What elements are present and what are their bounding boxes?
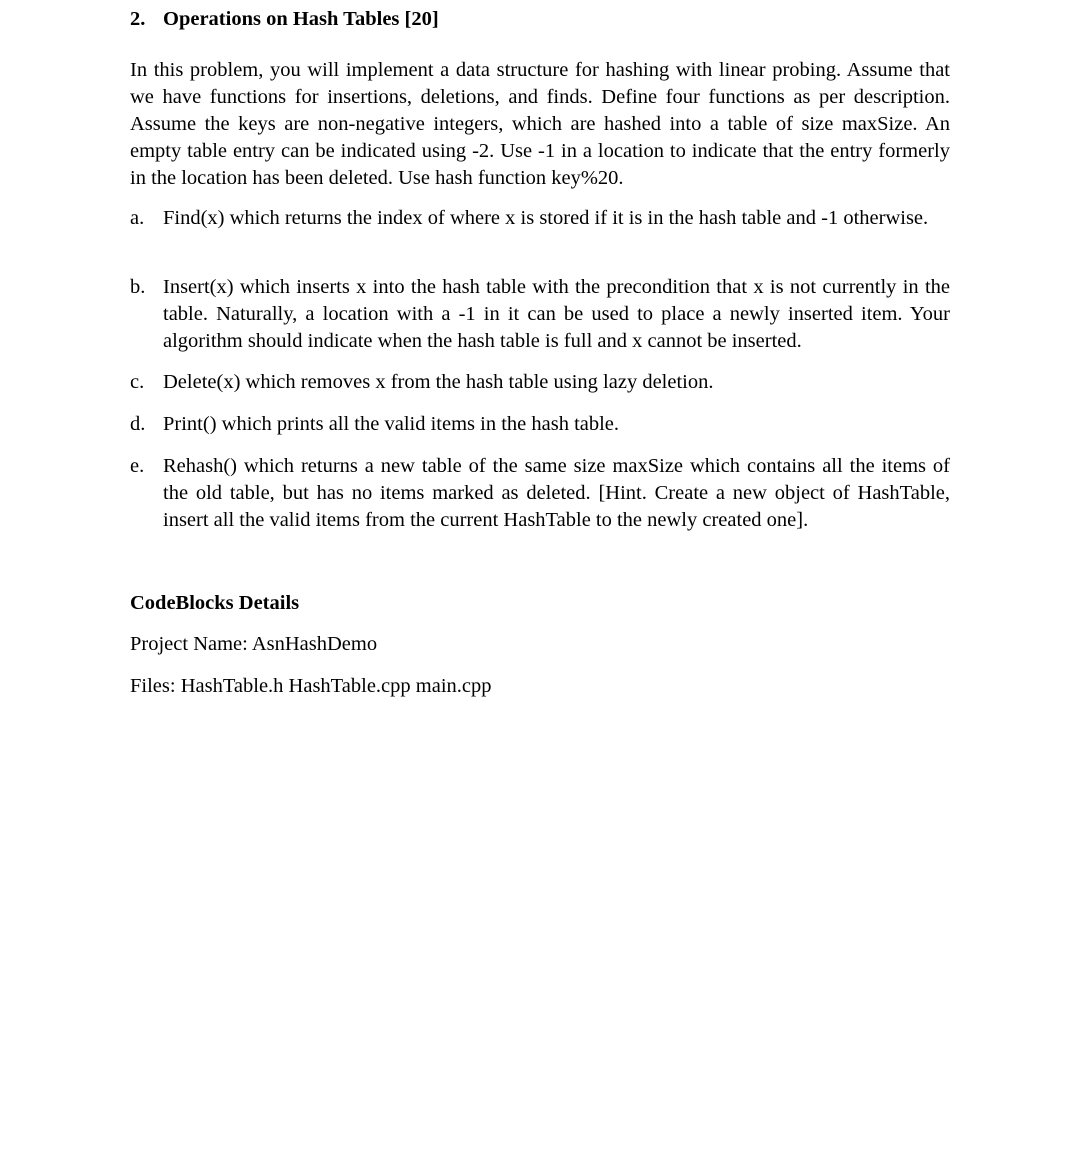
task-item-e: [130, 453, 950, 534]
codeblocks-heading: CodeBlocks Details: [130, 592, 300, 614]
files-list: Files: HashTable.h HashTable.cpp main.cpp: [130, 675, 492, 697]
task-marker: a.: [130, 207, 145, 229]
task-text: Print() which prints all the valid items in the hash table.: [163, 413, 620, 435]
task-item-c: [130, 369, 950, 396]
task-text: Delete(x) which removes x from the hash table using lazy deletion.: [163, 371, 714, 393]
task-item-a: [130, 205, 950, 232]
task-text: Insert(x) which inserts x into the hash table with the precondition that x is not currently in the table. Naturally, a location with a -1 in it can be used to place a newly inserted item. Your algorithm should indicate when the hash table is full and x cannot be inserted.: [163, 276, 950, 352]
task-item-b: [130, 274, 950, 355]
task-marker: d.: [130, 413, 146, 435]
section-number: 2.: [130, 8, 146, 30]
project-name: Project Name: AsnHashDemo: [130, 633, 378, 655]
task-marker: e.: [130, 455, 145, 477]
intro-paragraph: In this problem, you will implement a data structure for hashing with linear probing. Assume that we have functions for insertions, deletions, and finds. Define four functions as per description. Assume the keys are non-negative integers, which are hashed into a table of size maxSize. An empty table entry can be indicated using -2. Use -1 in a location to indicate that the entry formerly in the location has been deleted. Use hash function key%20.: [130, 59, 950, 189]
section-title: Operations on Hash Tables [20]: [163, 8, 439, 30]
section-heading: [130, 6, 439, 33]
task-marker: c.: [130, 371, 145, 393]
task-text: Rehash() which returns a new table of the same size maxSize which contains all the items of the old table, but has no items marked as deleted. [Hint. Create a new object of HashTable, insert all the valid items from the current HashTable to the newly created one].: [163, 455, 950, 531]
task-marker: b.: [130, 276, 146, 298]
task-text: Find(x) which returns the index of where x is stored if it is in the hash table and -1 otherwise.: [163, 207, 929, 229]
task-item-d: [130, 411, 950, 438]
